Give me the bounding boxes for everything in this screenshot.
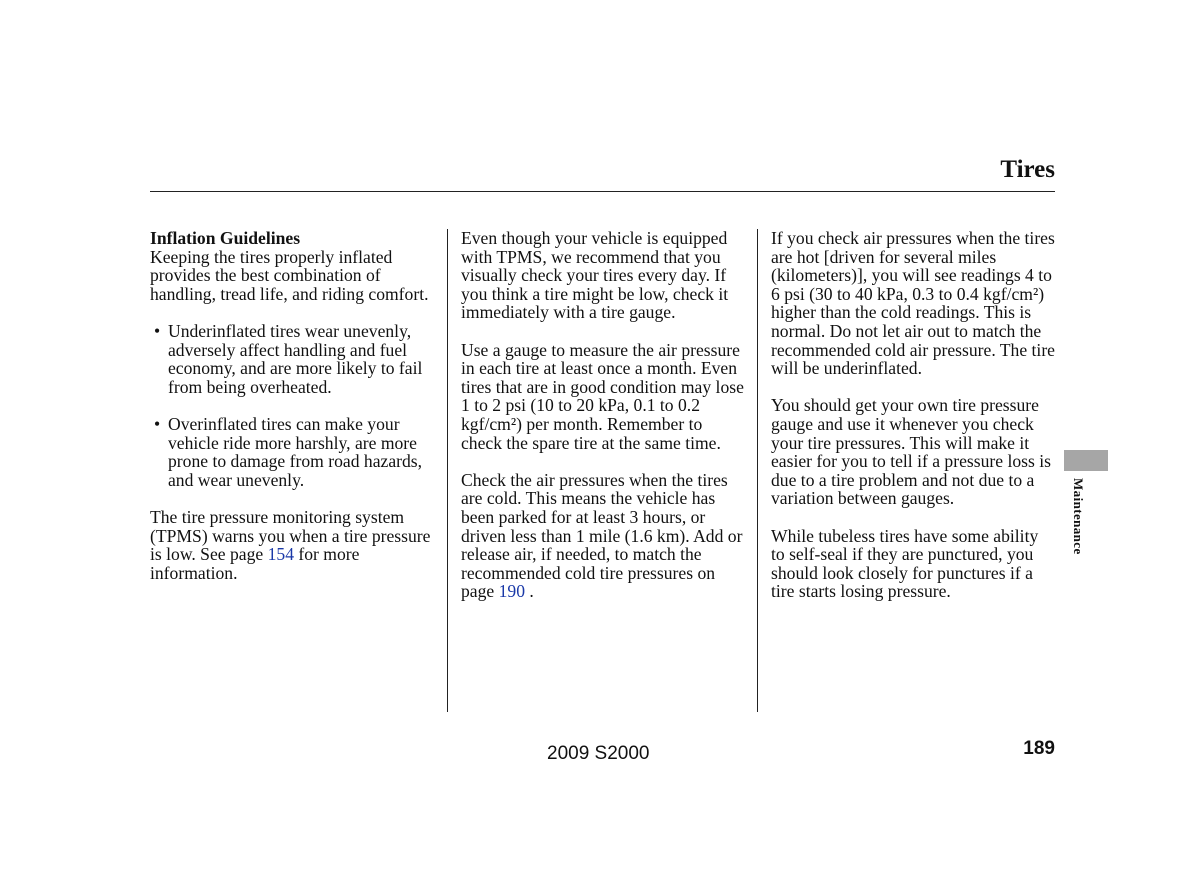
tpms-text-end: for more information.	[150, 544, 360, 583]
gauge-paragraph: Use a gauge to measure the air pressure in each tire at least once a month. Even tires that are in good condition may lose 1 to 2 psi (10 to 20 kPa, 0.1 to 0.2 kgf/cm²) per month. Remember to check the spare tire at the same time.	[461, 339, 744, 453]
page-link-154[interactable]: 154	[267, 544, 294, 565]
footer-model: 2009 S2000	[547, 743, 650, 764]
tubeless-paragraph: While tubeless tires have some ability to self-seal if they are punctured, you should look closely for punctures if a tire starts losing pressure.	[771, 525, 1039, 602]
cold-check-text: Check the air pressures when the tires are cold. This means the vehicle has been parked for at least 3 hours, or driven less than 1 mile (1.6 km). Add or release air, if needed, to match the recommended cold tire pressures on page	[461, 469, 743, 602]
bullet-icon: •	[154, 413, 161, 434]
column-1	[150, 229, 435, 601]
cold-check-text-end: .	[525, 581, 534, 602]
bullet-text: Overinflated tires can make your vehicle ride more harshly, are more prone to damage from road hazards, and wear unevenly.	[168, 413, 423, 490]
column-3	[771, 229, 1056, 619]
tpms-paragraph	[150, 508, 435, 582]
section-tab-marker	[1064, 450, 1108, 471]
bullet-icon: •	[154, 320, 161, 341]
header-rule	[150, 191, 1055, 192]
column-divider	[757, 229, 758, 712]
cold-check-paragraph	[461, 471, 746, 601]
hot-tires-paragraph: If you check air pressures when the tires are hot [driven for several miles (kilometers)], you will see readings 4 to 6 psi (30 to 40 kPa, 0.3 to 0.4 kgf/cm²) higher than the cold readings. This is normal. Do not let air out to match the recommended cold air pressure. The tire will be underinflated.	[771, 228, 1055, 379]
page-link-190[interactable]: 190	[498, 581, 526, 602]
page-title: Tires	[1000, 156, 1055, 183]
visual-check-paragraph: Even though your vehicle is equipped with TPMS, we recommend that you visually check your tires every day. If you think a tire might be low, check it immediately with a tire gauge.	[461, 228, 729, 323]
column-divider	[447, 229, 448, 712]
bullet-overinflated	[150, 415, 435, 489]
section-tab-label: Maintenance	[1071, 478, 1086, 555]
section-heading: Inflation Guidelines	[150, 228, 301, 248]
own-gauge-paragraph: You should get your own tire pressure gauge and use it whenever you check your tire pressures. This will make it easier for you to tell if a pressure loss is due to a tire problem and not due to a variation between gauges.	[771, 395, 1051, 509]
bullet-text: Underinflated tires wear unevenly, adversely affect handling and fuel economy, and are more likely to fail from being overheated.	[168, 320, 423, 397]
page-number: 189	[1023, 738, 1055, 759]
bullet-underinflated	[150, 322, 435, 396]
column-2	[461, 229, 746, 619]
tpms-text: The tire pressure monitoring system (TPMS) warns you when a tire pressure is low. See page	[150, 506, 431, 565]
intro-paragraph: Keeping the tires properly inflated provides the best combination of handling, tread life, and riding comfort.	[150, 246, 429, 304]
